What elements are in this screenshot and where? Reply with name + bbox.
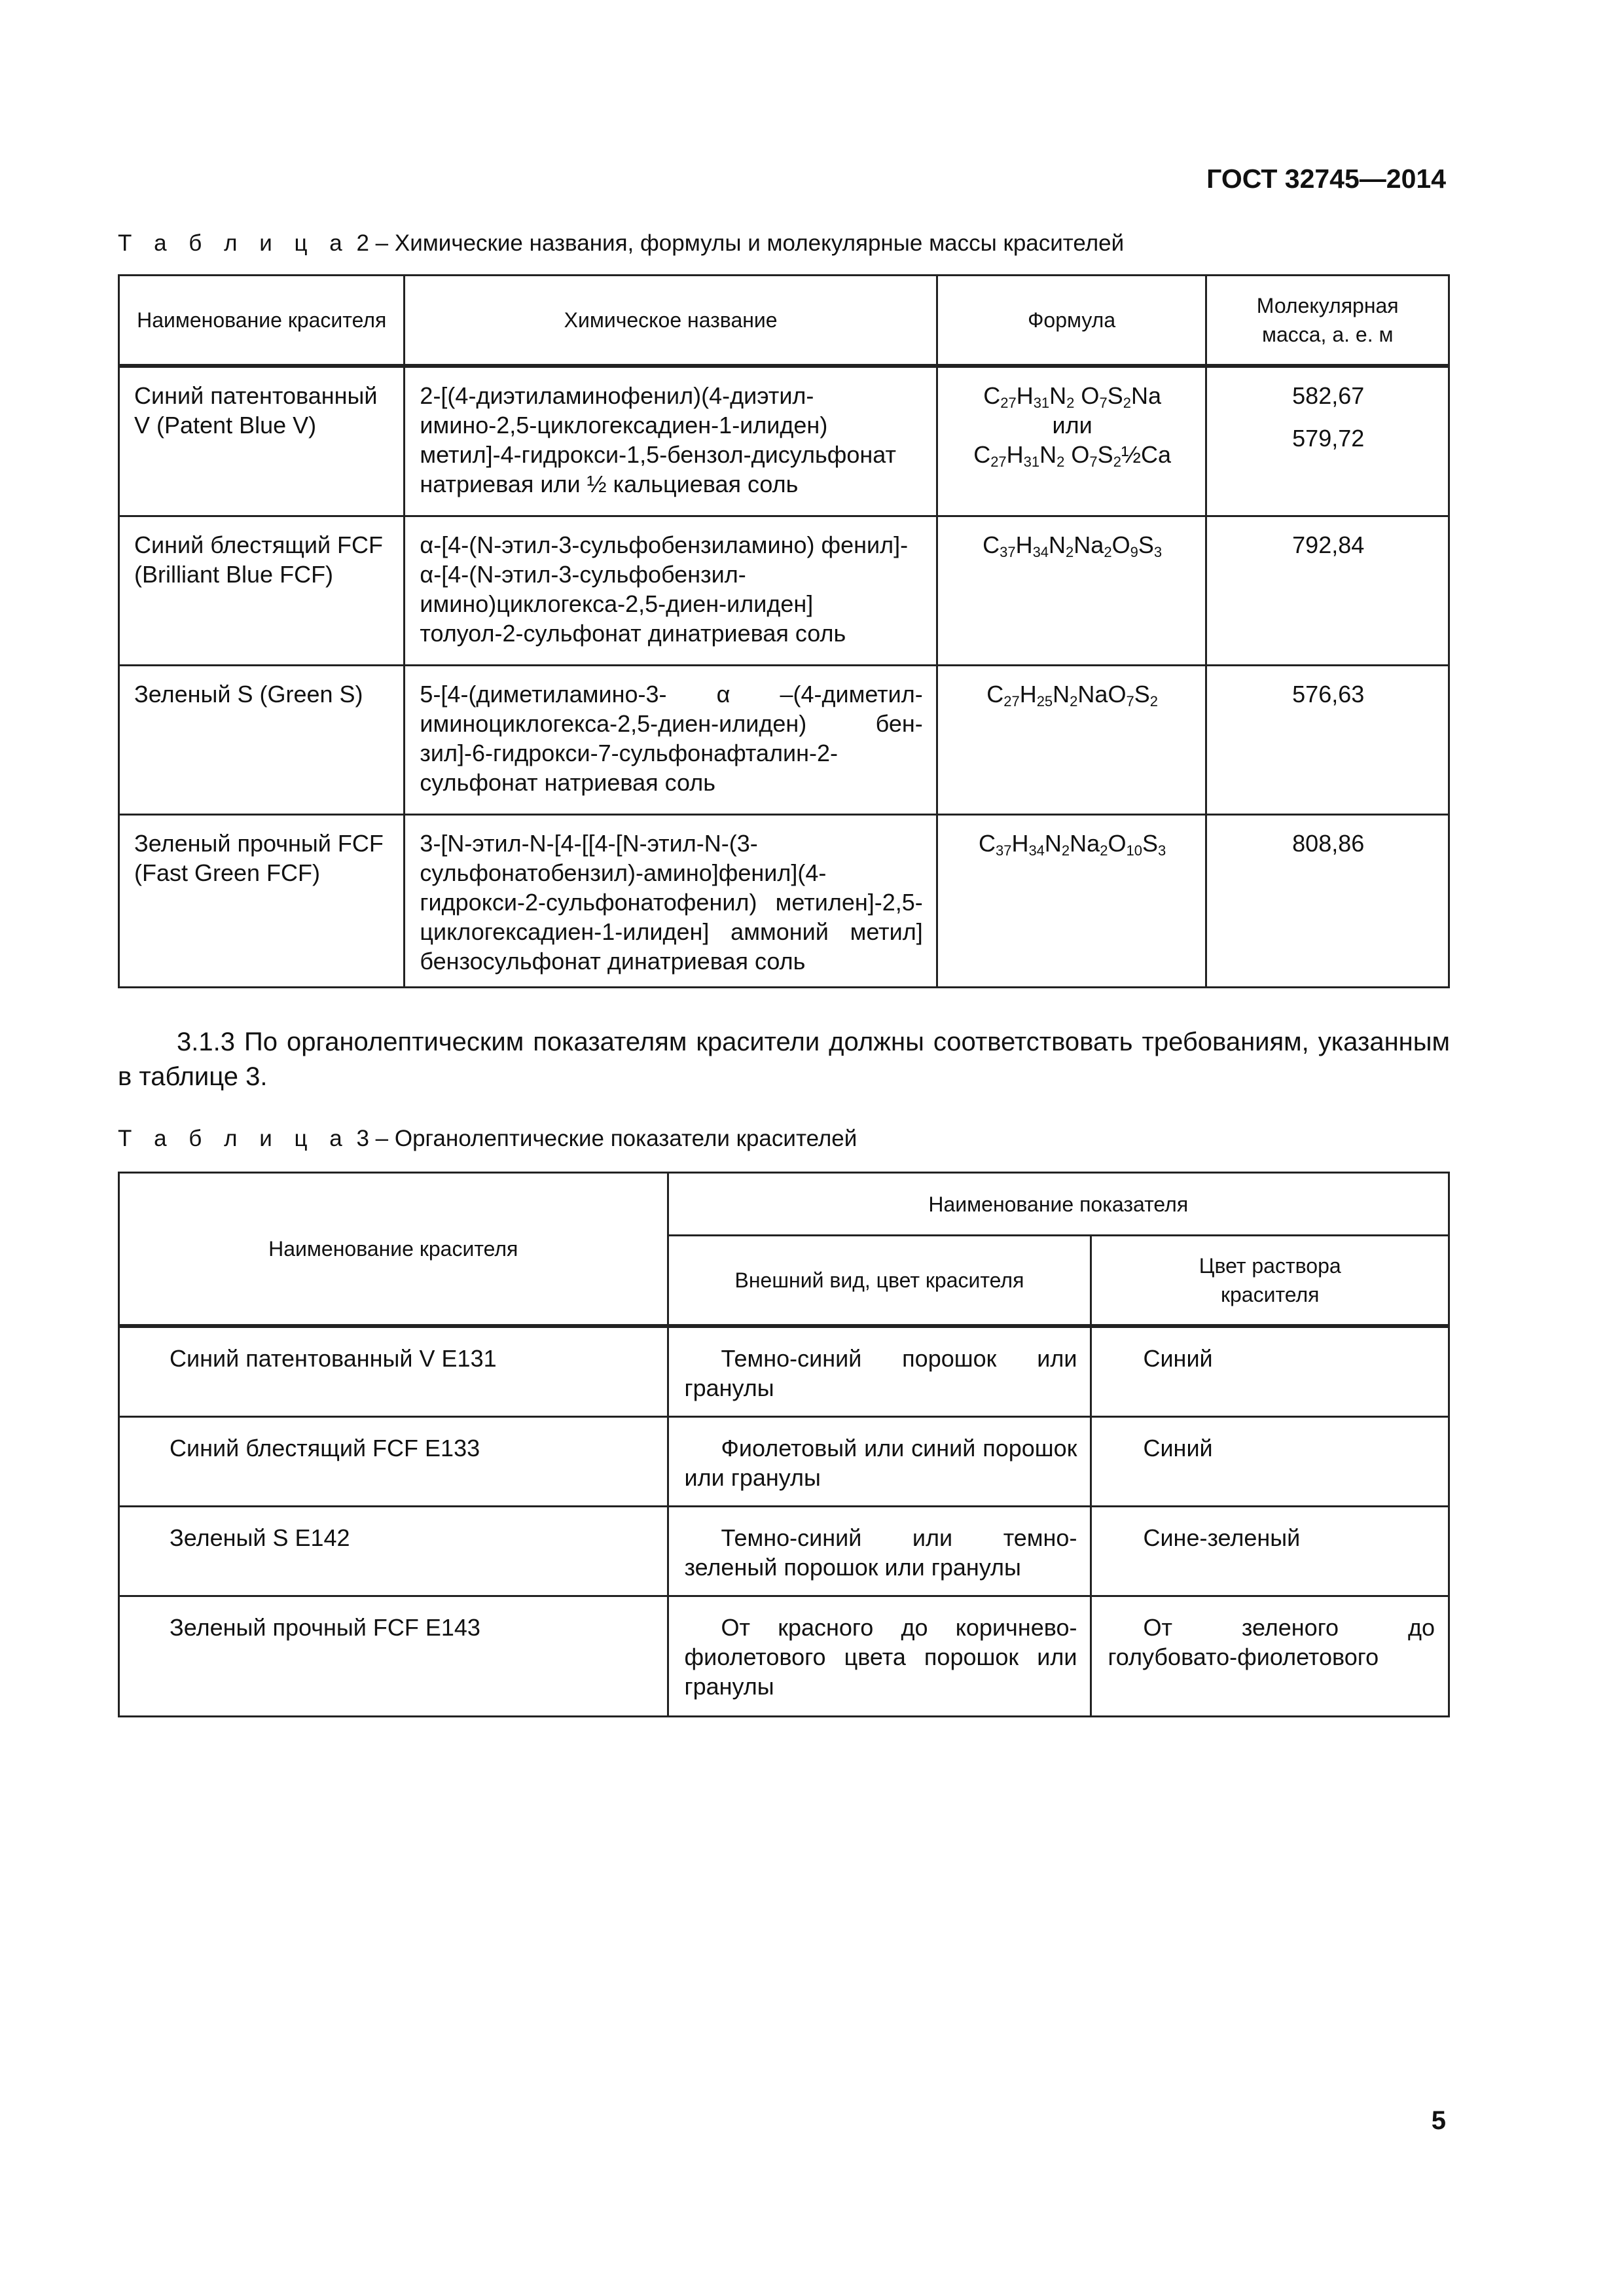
table-row — [119, 815, 1449, 988]
appearance: От красного до коричнево-фиолетового цвета порошок или гранулы — [668, 1596, 1091, 1716]
formula — [937, 366, 1206, 516]
mass-value: 792,84 — [1292, 531, 1365, 558]
formula-or: или — [1052, 412, 1092, 439]
mass-value: 582,67 — [1292, 382, 1365, 409]
table-row — [119, 516, 1449, 666]
header-solution-color: Цвет раствора красителя — [1091, 1236, 1449, 1326]
molecular-mass — [1206, 366, 1449, 516]
table-row — [119, 1326, 1449, 1417]
molecular-mass — [1206, 516, 1449, 666]
mass-value: 808,86 — [1292, 830, 1365, 857]
dye-name: Зеленый прочный FCF E143 — [119, 1596, 668, 1716]
table2-caption — [118, 230, 1124, 257]
chemical-name: 5-[4-(диметиламино-3- α –(4-диметил-иминоциклогекса-2,5-диен-илиден) бен-зил]-6-гидрокси-7-сульфонафталин-2-сульфонат натриевая соль — [405, 666, 937, 815]
header-chemical-name: Химическое название — [405, 276, 937, 367]
header-indicator-group: Наименование показателя — [668, 1173, 1449, 1236]
clause-3-1-3: 3.1.3 По органолептическим показателям красители должны соответствовать требованиям, указанным в таблице 3. — [118, 1028, 1450, 1091]
document-code: ГОСТ 32745—2014 — [1206, 164, 1446, 194]
organoleptic-table — [118, 1172, 1450, 1717]
formula-text: $C_{27}H_{25}N_2NaO_7S_2$ — [986, 681, 1158, 709]
table-row — [119, 366, 1449, 516]
page-number: 5 — [1431, 2106, 1446, 2135]
formula-text: $C_{37}H_{34}N_2Na_2O_{10}S_3$ — [978, 830, 1166, 859]
appearance: Темно-синий или темно-зеленый порошок или гранулы — [668, 1506, 1091, 1596]
chemical-name: 3-[N-этил-N-[4-[[4-[N-этил-N-(3-сульфонатобензил)-амино]фенил](4-гидрокси-2-сульфонатофенил) метилен]-2,5-циклогексадиен-1-илиден] аммоний метил] бензосульфонат динатриевая соль — [405, 815, 937, 988]
appearance: Темно-синий порошок или гранулы — [668, 1326, 1091, 1417]
dye-name: Синий блестящий FCF E133 — [119, 1416, 668, 1506]
formula — [937, 516, 1206, 666]
dye-name: Зеленый прочный FCF (Fast Green FCF) — [119, 815, 405, 988]
solution-color: Сине-зеленый — [1091, 1506, 1449, 1596]
formula-text: $C_{27}H_{31}N_2$ $O_7S_2Na$ — [983, 382, 1161, 411]
formula-text: $C_{27}H_{31}N_2$ $O_7S_2\frac{1}{2}Ca$ — [973, 441, 1171, 470]
dye-name: Зеленый S E142 — [119, 1506, 668, 1596]
solution-color: Синий — [1091, 1326, 1449, 1417]
solution-color: Синий — [1091, 1416, 1449, 1506]
header-dye-name: Наименование красителя — [119, 1173, 668, 1326]
header-molecular-mass: Молекулярная масса, а. е. м — [1206, 276, 1449, 367]
mass-value: 576,63 — [1292, 681, 1365, 708]
header-formula: Формула — [937, 276, 1206, 367]
formula — [937, 815, 1206, 988]
table-row — [119, 1416, 1449, 1506]
molecular-mass — [1206, 815, 1449, 988]
appearance: Фиолетовый или синий порошок или гранулы — [668, 1416, 1091, 1506]
chemical-name: α-[4-(N-этил-3-сульфобензиламино) фенил]-α-[4-(N-этил-3-сульфобензил-имино)циклогекса-2,5-диен-илиден] толуол-2-сульфонат динатриевая соль — [405, 516, 937, 666]
molecular-mass — [1206, 666, 1449, 815]
mass-value: 579,72 — [1292, 425, 1365, 452]
table-row — [119, 666, 1449, 815]
dye-name: Синий патентованный V (Patent Blue V) — [119, 366, 405, 516]
table2-caption-label: Т а б л и ц а — [118, 230, 350, 256]
formula-text: $C_{37}H_{34}N_2Na_2O_9S_3$ — [983, 531, 1163, 560]
chemical-name: 2-[(4-диэтиламинофенил)(4-диэтил-имино-2,5-циклогексадиен-1-илиден) метил]-4-гидрокси-1,5-бензол-дисульфонат натриевая или ½ кальциевая соль — [405, 366, 937, 516]
table-row — [119, 1596, 1449, 1716]
table-row — [119, 1506, 1449, 1596]
header-appearance: Внешний вид, цвет красителя — [668, 1236, 1091, 1326]
table3-caption-label: Т а б л и ц а — [118, 1126, 350, 1151]
dye-name: Синий патентованный V E131 — [119, 1326, 668, 1417]
table2-caption-text: 2 – Химические названия, формулы и молекулярные массы красителей — [356, 230, 1125, 256]
dyes-chemical-table — [118, 274, 1450, 988]
dye-name: Синий блестящий FCF (Brilliant Blue FCF) — [119, 516, 405, 666]
formula — [937, 666, 1206, 815]
header-dye-name: Наименование красителя — [119, 276, 405, 367]
solution-color — [1091, 1596, 1449, 1716]
table3-caption-text: 3 – Органолептические показатели красителей — [356, 1126, 857, 1151]
table3-caption — [118, 1126, 857, 1152]
solution-color-text: От зеленого до голубовато-фиолетового — [1108, 1613, 1435, 1670]
dye-name: Зеленый S (Green S) — [119, 666, 405, 815]
